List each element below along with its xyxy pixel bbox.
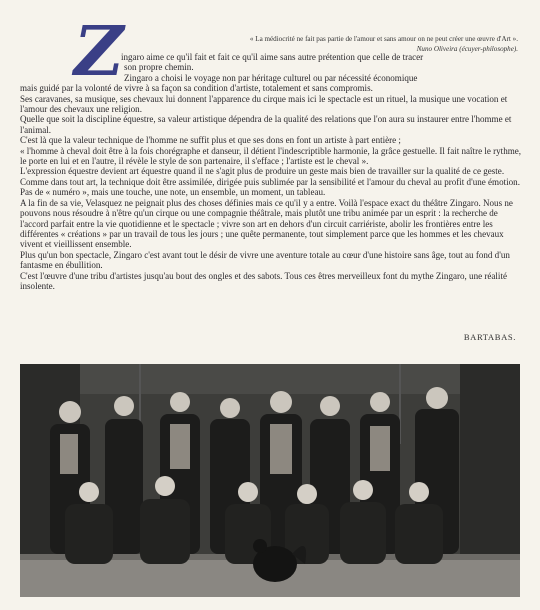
epigraph-quote: « La médiocrité ne fait pas partie de l'amour et sans amour on ne peut créer une œuvre d'Art ».	[249, 35, 518, 43]
paragraph: Quelle que soit la discipline équestre, sa valeur artistique dépendra de la qualité des relations que l'on aura su instaurer entre l'homme et l'animal.	[20, 114, 512, 135]
drop-cap-letter: Z	[74, 12, 124, 92]
epigraph	[136, 34, 518, 54]
paragraph: C'est là que la valeur technique de l'homme ne suffit plus et que ses dons en font un artiste à part entière ;	[20, 135, 401, 146]
article-body	[20, 52, 522, 291]
paragraph: Zingaro a choisi le voyage non par héritage culturel ou par nécessité économique	[124, 72, 418, 83]
paragraph: son propre chemin.	[124, 62, 194, 73]
paragraph: Plus qu'un bon spectacle, Zingaro c'est avant tout le désir de vivre une aventure totale au cœur d'une histoire sans âge, tout au fond d'un fantasme en ébullition.	[20, 249, 510, 271]
paragraph: mais guidé par la volonté de vivre à sa façon sa condition d'artiste, totalement et sans compromis.	[20, 83, 373, 94]
paragraph: Pas de « numéro », mais une touche, une note, un ensemble, un moment, un tableau.	[20, 187, 326, 198]
signature: BARTABAS.	[463, 332, 516, 342]
paragraph: « l'homme à cheval doit être à la fois chorégraphe et danseur, il détient l'indescriptible harmonie, la grâce gestuelle. Il fait naître le rythme, le porte en lui et en l'autre, il révèle le style de son partenaire, il s'efface ; l'artiste est le cheval ».	[20, 145, 522, 167]
paragraph: Ses caravanes, sa musique, ses chevaux lui donnent l'apparence du cirque mais ici le spectacle est un rituel, la musique une vocation et l'amour des chevaux une religion.	[20, 93, 508, 115]
paragraph: ingaro aime ce qu'il fait et fait ce qu'il aime sans autre prétention que celle de tracer	[121, 52, 424, 62]
paragraph: A la fin de sa vie, Velasquez ne peignait plus des choses définies mais ce qu'il y a entre. Voilà l'espace exact du théâtre Zingaro. Nous ne pouvons nous résoudre à n'être qu'un cirque ou une compagnie théâtrale, mais plutôt une tribu animée par un esprit : la recherche de l'accord parfait entre la vie quotidienne et le spectacle ; vivre son art en dehors d'un circuit carriériste, abolir les frontières entre les différentes « créations » par un travail de tous les jours ; une quête permanente, tout simplement parce que les hommes et les chevaux vivent et vieillissent ensemble.	[20, 197, 513, 250]
paragraph: L'expression équestre devient art équestre quand il ne s'agit plus de produire un geste mais bien de travailler sur la qualité de ce geste. Comme dans tout art, la technique doit être assimilée, dirigée puis sublimée par la sensibilité et l'amour du cheval au profit d'une émotion.	[20, 166, 520, 187]
epigraph-attribution: Nuno Oliveira (écuyer-philosophe).	[416, 45, 518, 53]
group-photo-illustration	[20, 364, 520, 597]
paragraph: C'est l'œuvre d'une tribu d'artistes jusqu'au bout des ongles et des sabots. Tous ces êtres merveilleux font du mythe Zingaro, une réalité insolente.	[20, 270, 507, 291]
troupe-group-photo	[20, 364, 520, 597]
